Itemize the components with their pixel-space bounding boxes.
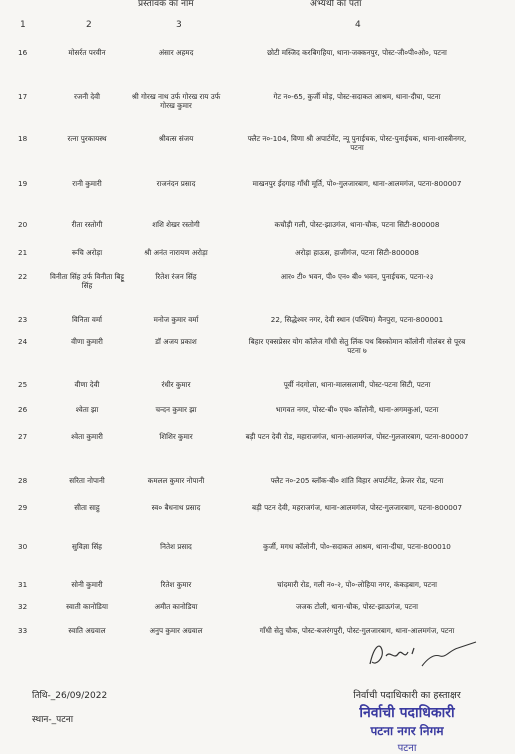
candidate-name: मोसर्रत परवीन bbox=[68, 48, 106, 57]
candidate-address: छोटी मस्जिद करबिगहिया, थाना-जक्कनपुर, पोस्ट-जी०पी०ओ०, पटना bbox=[267, 48, 447, 57]
column-number: 3 bbox=[176, 20, 182, 30]
candidate-address: बड़ी पटन देवी रोड, महाराजगंज, थाना-आलमगंज, पोस्ट-गुलजारबाग, पटना-800007 bbox=[245, 432, 469, 441]
candidate-name: रूचि अरोड़ा bbox=[71, 248, 103, 257]
serial-number: 31 bbox=[18, 580, 28, 589]
serial-number: 20 bbox=[18, 220, 28, 229]
candidate-name: वीणा कुमारी bbox=[71, 337, 103, 346]
serial-number: 22 bbox=[18, 272, 28, 281]
col4-header: अभ्यर्थी का पता bbox=[310, 0, 362, 9]
column-number: 4 bbox=[355, 20, 361, 30]
proposer-name: रितेश रंजन सिंह bbox=[155, 272, 197, 281]
candidate-name: विनीता सिंह उर्फ विनीता बिट्टू सिंह bbox=[50, 272, 124, 290]
serial-number: 17 bbox=[18, 92, 28, 101]
candidate-address: फ्लैट न०-205 ब्लॉक-बी० शांति विहार अपार्टमेंट, फ्रेजर रोड, पटना bbox=[270, 476, 444, 485]
serial-number: 26 bbox=[18, 405, 28, 414]
proposer-name: शशि शेखर रस्तोगी bbox=[152, 220, 200, 229]
candidate-name: सरिता नोपानी bbox=[69, 476, 105, 485]
candidate-name: रानी कुमारी bbox=[72, 179, 102, 188]
candidate-address: फ्लैट न०-104, विणा श्री अपार्टमेंट, न्यू पुनाईचक, पोस्ट-पुनाईचक, थाना-शास्त्रीनगर, पटना bbox=[247, 134, 467, 152]
serial-number: 30 bbox=[18, 542, 28, 551]
candidate-address: अरोड़ा हाऊस, हाजीगंज, पटना सिटी-800008 bbox=[295, 248, 419, 257]
candidate-address: जजक टोली, थाना-चौक, पोस्ट-झाऊगंज, पटना bbox=[295, 602, 419, 611]
candidate-address: बिहार एक्सप्रेसर योग कॉलेज गाँधी सेतु लिंक पथ बिस्कोमान कॉलोनी गोलंबर से पूरब पटना ७ bbox=[248, 337, 466, 355]
candidate-name: विनिता वर्मा bbox=[71, 315, 103, 324]
serial-number: 21 bbox=[18, 248, 28, 257]
candidate-address: भागवत नगर, पोस्ट-बी० एच० कॉलोनी, थाना-अगमकुआं, पटना bbox=[275, 405, 439, 414]
proposer-name: कमलल कुमार नोपानी bbox=[147, 476, 205, 485]
proposer-name: श्री गोरख नाथ उर्फ गोरख राय उर्फ गोरख कुमार bbox=[131, 92, 221, 110]
candidate-address: आर० टी० भवन, पी० एन० बी० भवन, पुनाईचक, पटना-२३ bbox=[280, 272, 434, 281]
column-number: 1 bbox=[20, 20, 26, 30]
candidate-address: गेट न०-65, कुर्जी मोड़, पोस्ट-सदाकत आश्रम, थाना-दीघा, पटना bbox=[273, 92, 441, 101]
proposer-name: अमीत कानोडिया bbox=[154, 602, 198, 611]
stamp-place: पटना bbox=[397, 743, 417, 754]
serial-number: 29 bbox=[18, 503, 28, 512]
serial-number: 33 bbox=[18, 626, 28, 635]
serial-number: 18 bbox=[18, 134, 28, 143]
serial-number: 19 bbox=[18, 179, 28, 188]
candidate-address: गाँधी सेतु चौक, पोस्ट-बजरंगपुरी, पोस्ट-गुलजारबाग, थाना-आलमगंज, पटना bbox=[259, 626, 455, 635]
proposer-name: मनोज कुमार वर्मा bbox=[153, 315, 199, 324]
proposer-name: अंसार अहमद bbox=[158, 48, 194, 57]
candidate-address: माखनपुर ईदगाह गाँधी मूर्ति, पो०-गुलजारबाग, थाना-आलमगंज, पटना-800007 bbox=[252, 179, 462, 188]
candidate-name: श्वेता झा bbox=[75, 405, 99, 414]
candidate-name: सोनी कुमारी bbox=[71, 580, 103, 589]
proposer-name: डॉ अजय प्रकाश bbox=[155, 337, 197, 346]
candidate-name: स्वाति अग्रवाल bbox=[68, 626, 106, 635]
candidate-name: वीणा देवी bbox=[74, 380, 100, 389]
proposer-name: अनुप कुमार अग्रवाल bbox=[149, 626, 203, 635]
candidate-address: पूर्वी नंदगोला, थाना-मालसलामी, पोस्ट-पटना सिटी, पटना bbox=[283, 380, 431, 389]
proposer-name: राजनंदन प्रसाद bbox=[156, 179, 196, 188]
stamp-org: पटना नगर निगम bbox=[370, 724, 444, 738]
proposer-name: श्री अनंत नारायण अरोड़ा bbox=[144, 248, 208, 257]
serial-number: 16 bbox=[18, 48, 28, 57]
proposer-name: नितेश प्रसाद bbox=[160, 542, 192, 551]
serial-number: 24 bbox=[18, 337, 28, 346]
proposer-name: चन्दन कुमार झा bbox=[155, 405, 197, 414]
candidate-name: रत्ना पुरकायस्थ bbox=[67, 134, 107, 143]
proposer-name: रितेश कुमार bbox=[160, 580, 192, 589]
serial-number: 32 bbox=[18, 602, 28, 611]
candidate-name: श्वेता कुमारी bbox=[71, 432, 103, 441]
candidate-address: 22, सिद्धेश्वर नगर, देवी स्थान (पश्चिम) मैनपुरा, पटना-800001 bbox=[270, 315, 444, 324]
candidate-name: रजनी देवी bbox=[73, 92, 101, 101]
serial-number: 23 bbox=[18, 315, 28, 324]
candidate-address: बड़ी पटन देवी, महराजगंज, थाना-आलमगंज, पोस्ट-गुलजारबाग, पटना-800007 bbox=[251, 503, 463, 512]
candidate-address: कुर्जी, मगध कॉलोनी, पो०-सदाकत आश्रम, थाना-दीघा, पटना-800010 bbox=[263, 542, 451, 551]
serial-number: 28 bbox=[18, 476, 28, 485]
proposer-name: स्व० बैधनाथ प्रसाद bbox=[151, 503, 201, 512]
candidate-address: चांदमारी रोड, गली न०-२, पो०-लोहिया नगर, कंकड़बाग, पटना bbox=[277, 580, 437, 589]
place-label: स्थान-_पटना bbox=[32, 715, 74, 725]
candidate-name: सीता साहु bbox=[74, 503, 100, 512]
signature-caption: निर्वाची पदाधिकारी का हस्ताक्षर bbox=[353, 690, 461, 701]
serial-number: 27 bbox=[18, 432, 28, 441]
stamp-title: निर्वाची पदाधिकारी bbox=[359, 705, 455, 721]
proposer-name: शिशिर कुमार bbox=[159, 432, 193, 441]
serial-number: 25 bbox=[18, 380, 28, 389]
proposer-name: श्रीवत्स संजय bbox=[158, 134, 194, 143]
proposer-name: रंधीर कुमार bbox=[161, 380, 191, 389]
col2-header: प्रस्तावक का नाम bbox=[138, 0, 194, 9]
handwritten-signature bbox=[362, 636, 482, 676]
date-label: तिथि-_26/09/2022 bbox=[32, 691, 108, 701]
candidate-name: सुविज्ञा सिंह bbox=[71, 542, 102, 551]
candidate-address: कचौड़ी गली, पोस्ट-झाउगंज, थाना-चौक, पटना सिटी-800008 bbox=[274, 220, 440, 229]
candidate-name: रीता रस्तोगी bbox=[71, 220, 103, 229]
candidate-name: स्वाती कानोडिया bbox=[66, 602, 108, 611]
column-number: 2 bbox=[86, 20, 92, 30]
